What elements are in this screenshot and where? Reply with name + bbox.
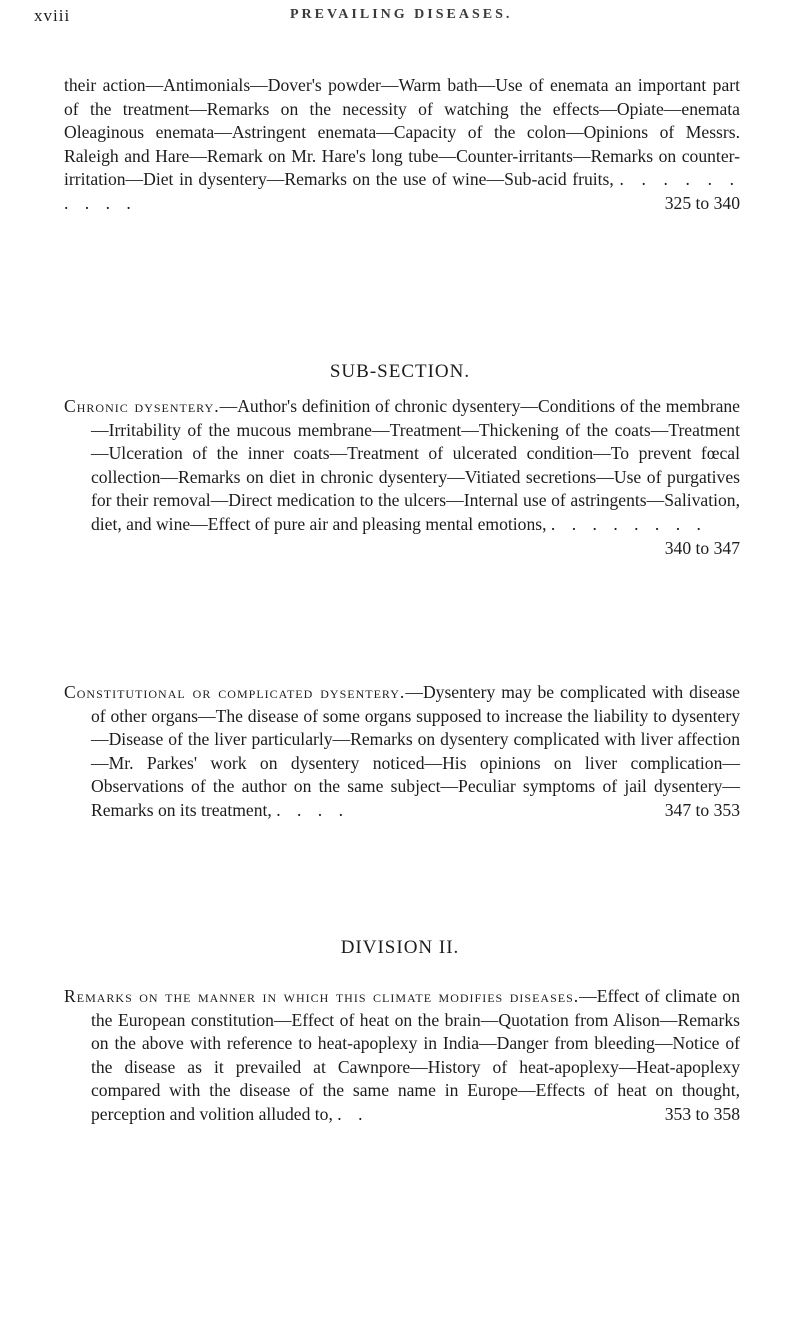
page-number: xviii [34, 6, 71, 25]
entry-text: —Dysentery may be complicated with disease of other organs—The disease of some organs supposed to increase the liability to dysentery—Disease of the liver particularly—Remarks on dysentery complicated with liver affection—Mr. Parkes' work on dysentery noticed—His opinions on liver complication—Observations of the author on the same subject—Peculiar symptoms of jail dysentery—Remarks on its treatment, [91, 682, 740, 820]
sub-section-heading: SUB-SECTION. [329, 361, 471, 382]
page-header [34, 6, 764, 30]
entry-title: Constitutional or complicated dysentery. [64, 682, 406, 702]
leader-dots: . . . . . . . . [550, 513, 707, 534]
leader-dots: . . [337, 1103, 369, 1124]
page-range: 347 to 353 [664, 799, 740, 820]
page-range: 325 to 340 [664, 192, 740, 213]
leader-dots: . . . . . . . . . . [64, 169, 740, 213]
page-range: 353 to 358 [664, 1103, 740, 1124]
toc-entry-top [64, 74, 740, 216]
page-range: 340 to 347 [664, 537, 740, 558]
leader-dots: . . . . [276, 799, 349, 820]
entry-text: their action—Antimonials—Dover's powder—Warm bath—Use of enemata an important part of the treatment—Remarks on the necessity of watching the effects—Opiate—enemata Oleaginous enemata—Astringent enemata—Capacity of the colon—Opinions of Messrs. Raleigh and Hare—Remark on Mr. Hare's long tube—Counter-irritants—Remarks on counter-irritation—Diet in dysentery—Remarks on the use of wine—Sub-acid fruits, [64, 75, 740, 190]
division-heading: DIVISION II. [340, 937, 460, 958]
entry-title: Remarks on the manner in which this climate modifies diseases. [64, 986, 580, 1006]
entry-text: —Author's definition of chronic dysentery—Conditions of the membrane—Irritability of the mucous membrane—Treatment—Thickening of the coats—Treatment—Ulceration of the inner coats—Treatment of ulcerated condition—To prevent fœcal collection—Remarks on diet in chronic dysentery—Vitiated secretions—Use of purgatives for their removal—Direct medication to the ulcers—Internal use of astringents—Salivation, diet, and wine—Effect of pure air and pleasing mental emotions, [91, 396, 740, 534]
toc-entry-constitutional-dysentery [64, 681, 740, 823]
entry-title: Chronic dysentery. [64, 396, 220, 416]
toc-entry-climate-remarks [64, 985, 740, 1127]
running-head: PREVAILING DISEASES. [290, 7, 513, 22]
entry-text: —Effect of climate on the European constitution—Effect of heat on the brain—Quotation from Alison—Remarks on the above with reference to heat-apoplexy in India—Danger from bleeding—Notice of the disease as it prevailed at Cawnpore—History of heat-apoplexy—Heat-apoplexy compared with the disease of the same name in Europe—Effects of heat on thought, perception and volition alluded to, [91, 986, 740, 1124]
toc-entry-chronic-dysentery [64, 395, 740, 560]
